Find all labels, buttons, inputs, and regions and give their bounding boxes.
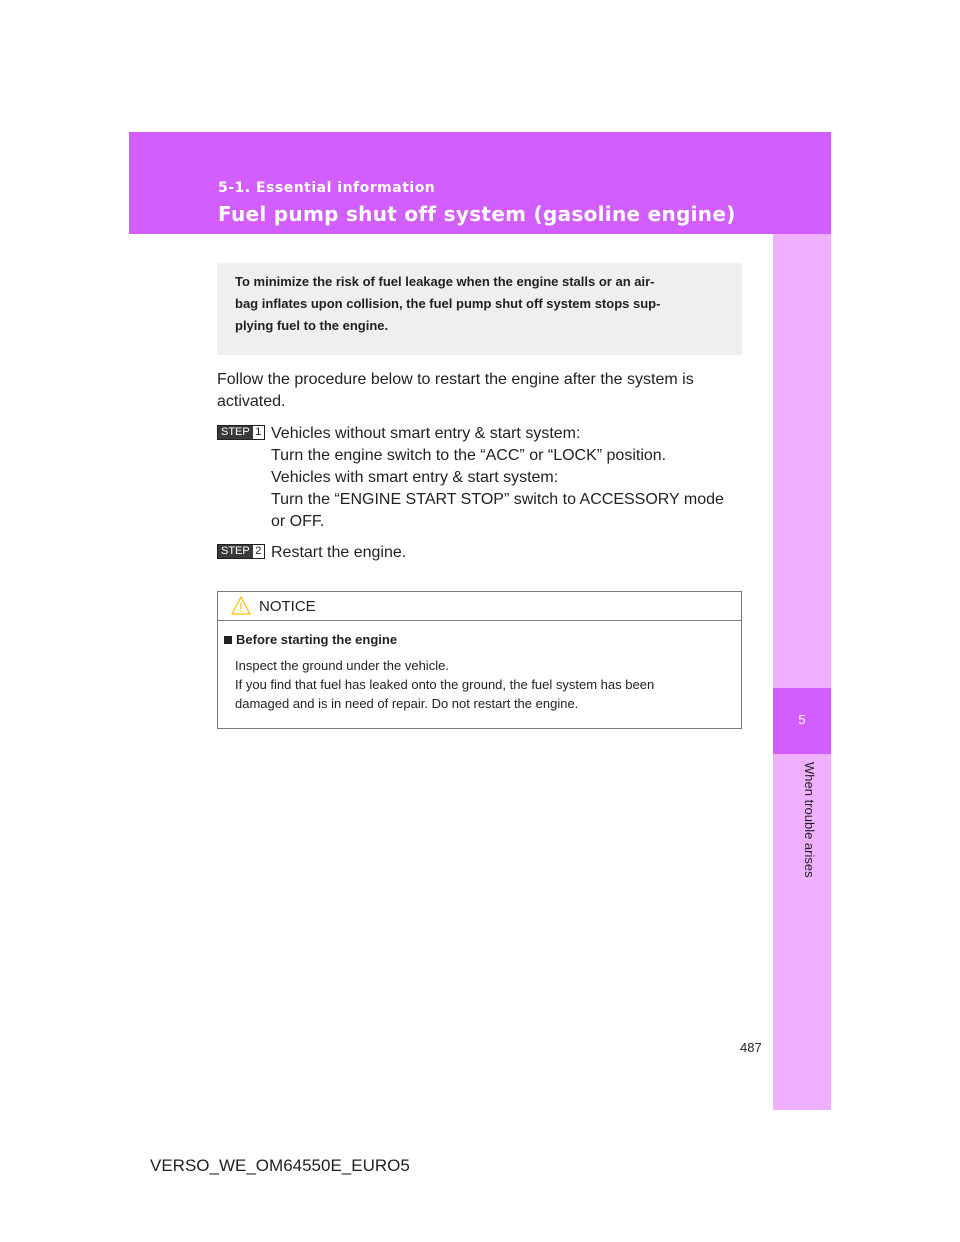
section-header	[129, 132, 831, 234]
chapter-number-box	[773, 688, 831, 754]
notice-line: Inspect the ground under the vehicle.	[235, 658, 449, 673]
step-badge-word: STEP	[218, 426, 253, 439]
intro-text	[235, 271, 721, 337]
step-line: Vehicles with smart entry & start system:	[271, 469, 559, 486]
notice-line: damaged and is in need of repair. Do not restart the engine.	[235, 696, 579, 711]
intro-line: bag inflates upon collision, the fuel pump shut off system stops sup-	[235, 296, 661, 311]
step-line: Vehicles without smart entry & start system:	[271, 425, 581, 442]
body-line: activated.	[217, 393, 286, 410]
notice-item-title-text: Before starting the engine	[236, 632, 398, 647]
notice-item-title	[224, 632, 397, 647]
step-line: Turn the engine switch to the “ACC” or “LOCK” position.	[271, 447, 667, 464]
step-badge-number: 2	[253, 545, 264, 558]
step-badge	[217, 425, 265, 440]
step-badge-number: 1	[253, 426, 264, 439]
square-bullet-icon	[224, 636, 232, 644]
intro-line: To minimize the risk of fuel leakage when the engine stalls or an air-	[235, 274, 655, 289]
notice-label: NOTICE	[259, 598, 316, 615]
body-paragraph	[217, 369, 738, 413]
notice-line: If you find that fuel has leaked onto the ground, the fuel system has been	[235, 677, 655, 692]
intro-line: plying fuel to the engine.	[235, 318, 389, 333]
body-line: Follow the procedure below to restart the engine after the system is	[217, 371, 694, 388]
chapter-title: When trouble arises	[802, 762, 817, 878]
page-title: Fuel pump shut off system (gasoline engine)	[218, 202, 736, 226]
intro-box	[217, 263, 742, 355]
step-badge-word: STEP	[218, 545, 253, 558]
footer-code: VERSO_WE_OM64550E_EURO5	[150, 1156, 410, 1175]
step-line: Turn the “ENGINE START STOP” switch to ACCESSORY mode	[271, 491, 724, 508]
chapter-side-tab	[773, 234, 831, 1110]
notice-box	[217, 591, 742, 729]
section-label: 5-1. Essential information	[218, 180, 436, 196]
notice-header	[218, 592, 741, 621]
warning-triangle-icon	[231, 596, 251, 615]
chapter-number: 5	[798, 712, 806, 727]
page-number: 487	[740, 1040, 762, 1055]
step-line: Restart the engine.	[271, 544, 407, 561]
step-text	[271, 542, 741, 564]
step-badge	[217, 544, 265, 559]
step-line: or OFF.	[271, 513, 325, 530]
step-text	[271, 423, 741, 533]
